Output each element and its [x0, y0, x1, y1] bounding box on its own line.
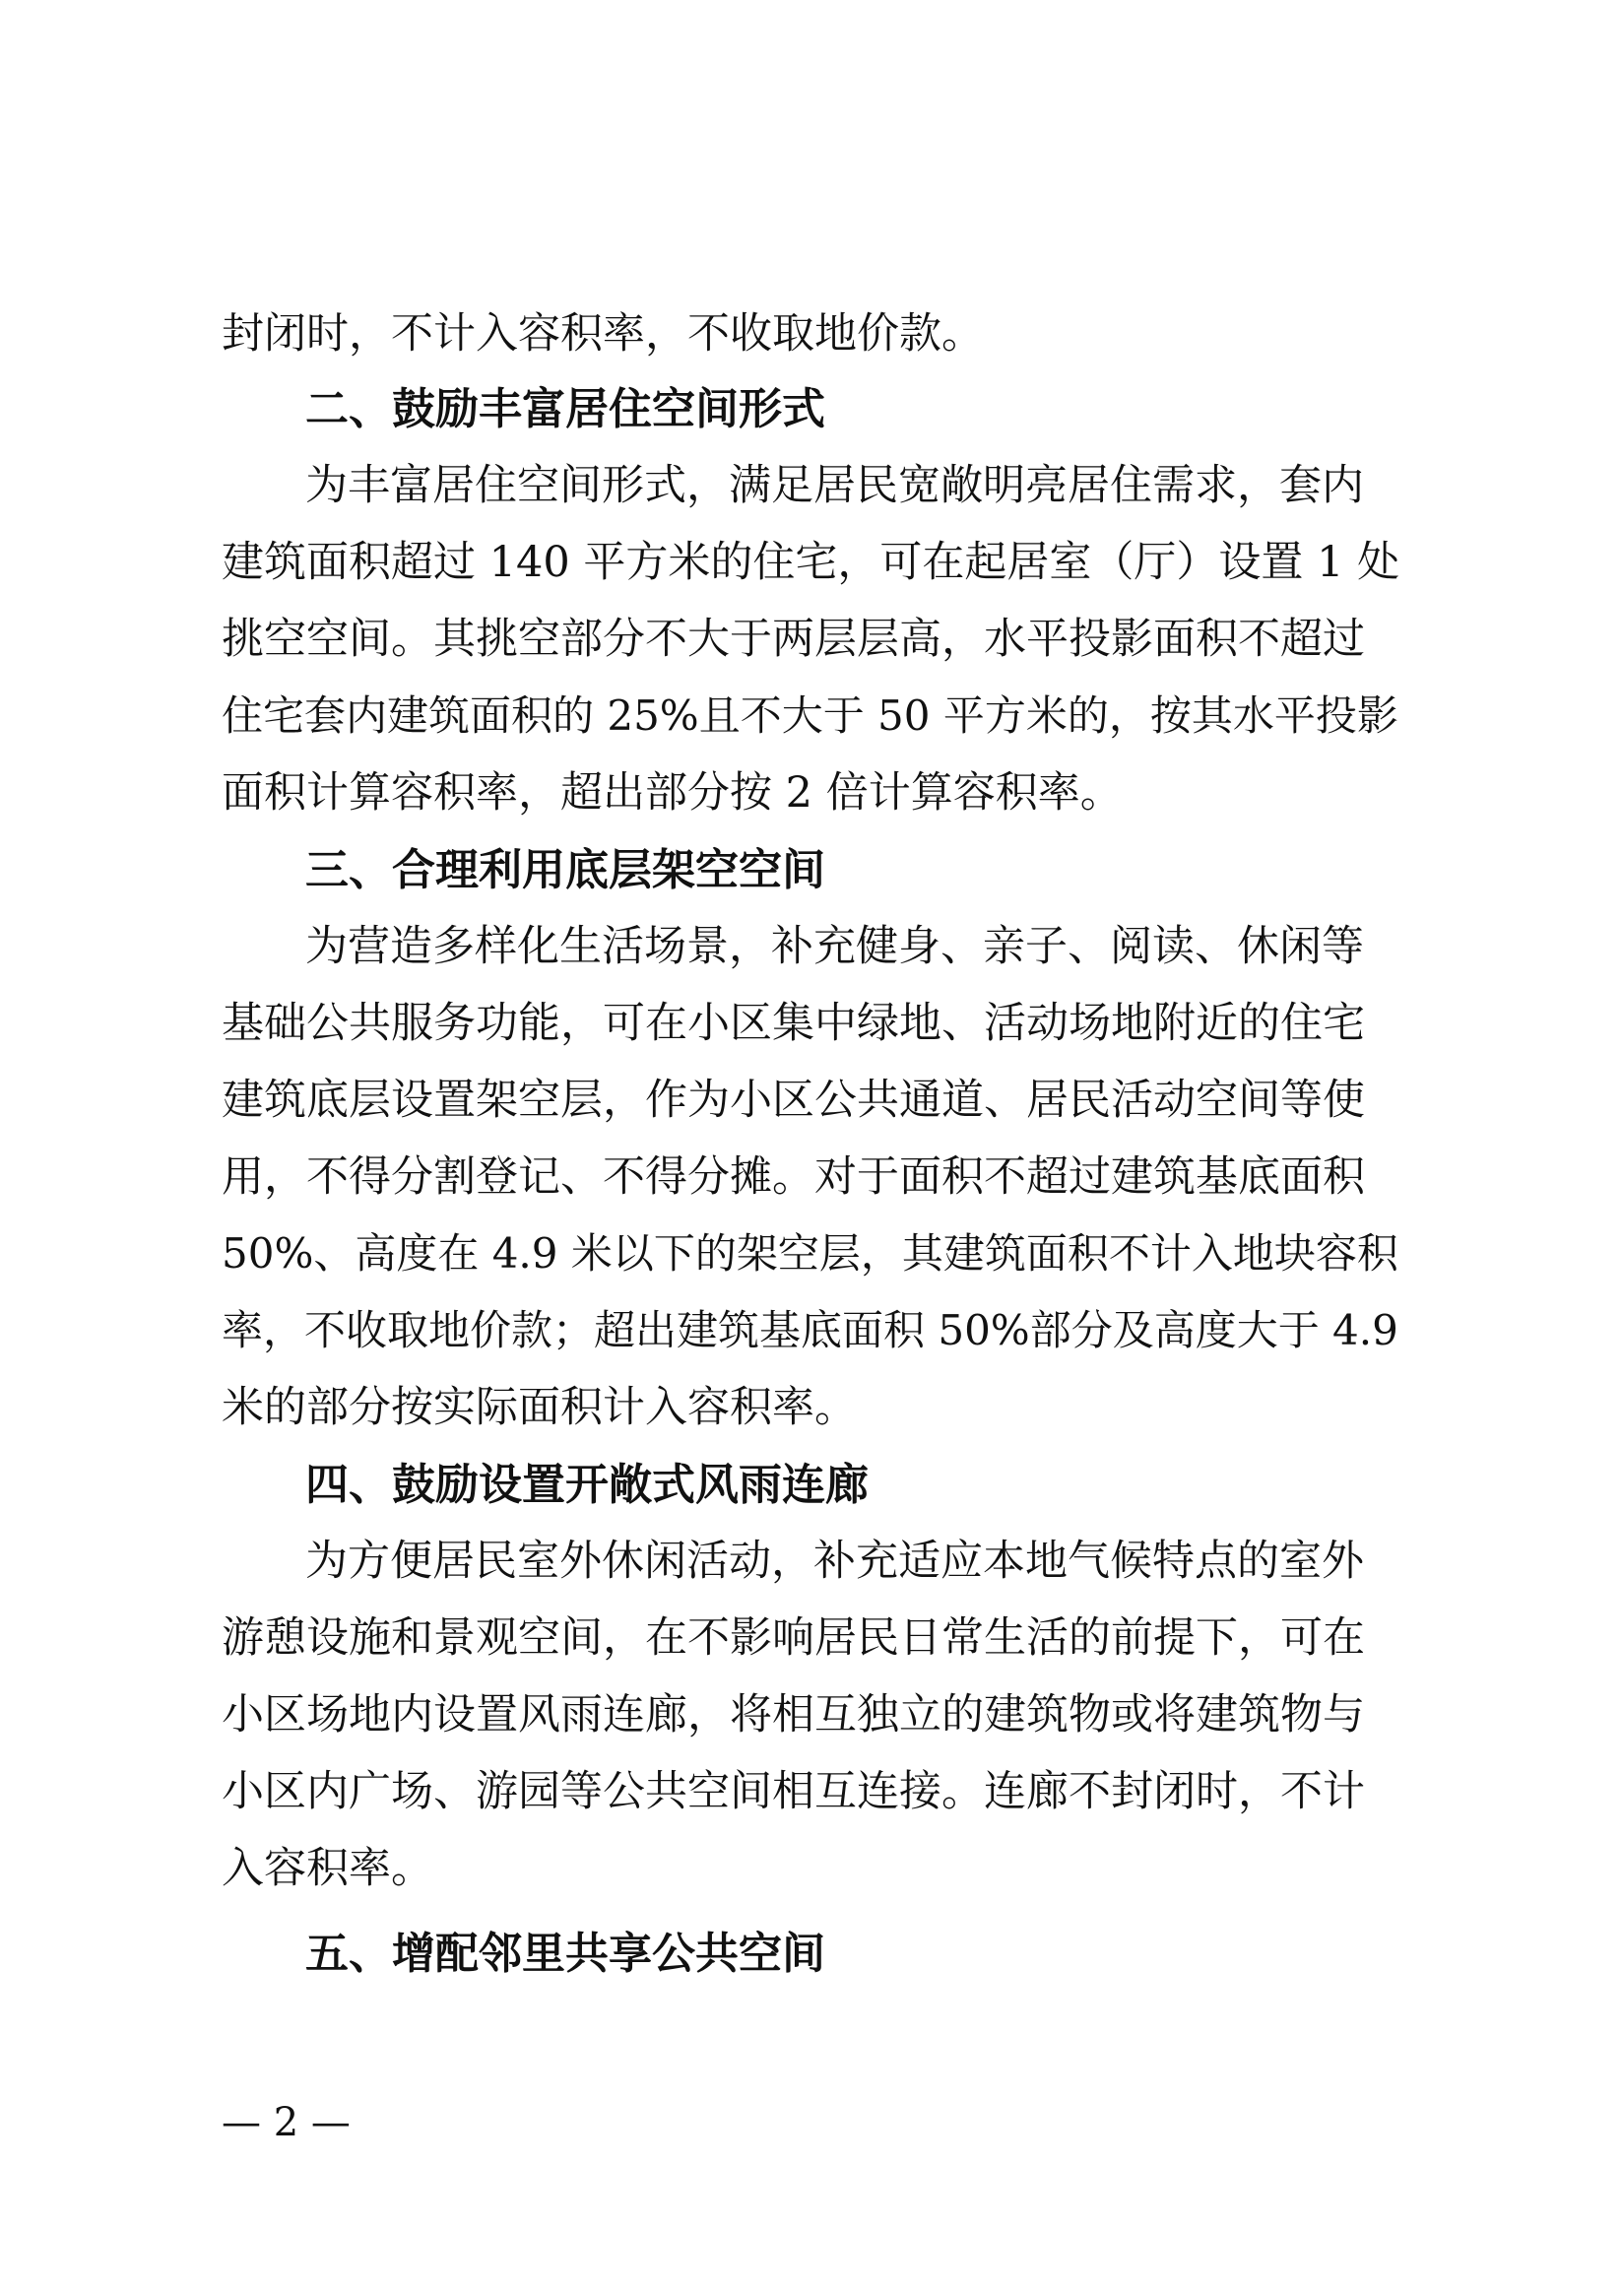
body-text-line: 建筑面积超过 140 平方米的住宅，可在起居室（厅）设置 1 处: [222, 538, 1400, 587]
body-text-line: 面积计算容积率，超出部分按 2 倍计算容积率。: [222, 768, 1123, 818]
section-heading-5: 五、增配邻里共享公共空间: [305, 1929, 825, 1979]
section-heading-4: 四、鼓励设置开敞式风雨连廊: [305, 1460, 869, 1510]
body-text-line: 挑空空间。其挑空部分不大于两层层高，水平投影面积不超过: [222, 615, 1365, 664]
body-text-line: 封闭时，不计入容积率，不收取地价款。: [222, 309, 984, 359]
body-text-line: 为丰富居住空间形式，满足居民宽敞明亮居住需求，套内: [305, 461, 1364, 510]
body-text-line: 住宅套内建筑面积的 25%且不大于 50 平方米的，按其水平投影: [222, 691, 1398, 740]
body-text-line: 用，不得分割登记、不得分摊。对于面积不超过建筑基底面积: [222, 1152, 1365, 1202]
body-text-line: 小区场地内设置风雨连廊，将相互独立的建筑物或将建筑物与: [222, 1690, 1365, 1739]
section-heading-2: 二、鼓励丰富居住空间形式: [305, 384, 825, 434]
body-text-line: 建筑底层设置架空层，作为小区公共通道、居民活动空间等使: [222, 1076, 1365, 1125]
section-heading-3: 三、合理利用底层架空空间: [305, 845, 825, 895]
body-text-line: 基础公共服务功能，可在小区集中绿地、活动场地附近的住宅: [222, 999, 1365, 1048]
body-text-line: 游憩设施和景观空间，在不影响居民日常生活的前提下，可在: [222, 1613, 1365, 1663]
body-text-line: 为方便居民室外休闲活动，补充适应本地气候特点的室外: [305, 1537, 1364, 1586]
body-text-line: 入容积率。: [222, 1844, 433, 1893]
body-text-line: 米的部分按实际面积计入容积率。: [222, 1383, 857, 1432]
body-text-line: 为营造多样化生活场景，补充健身、亲子、阅读、休闲等: [305, 922, 1364, 971]
body-text-line: 小区内广场、游园等公共空间相互连接。连廊不封闭时，不计: [222, 1767, 1365, 1816]
page-number: — 2 —: [222, 2100, 351, 2145]
body-text-line: 率，不收取地价款；超出建筑基底面积 50%部分及高度大于 4.9: [222, 1306, 1398, 1354]
body-text-line: 50%、高度在 4.9 米以下的架空层，其建筑面积不计入地块容积: [222, 1229, 1398, 1278]
